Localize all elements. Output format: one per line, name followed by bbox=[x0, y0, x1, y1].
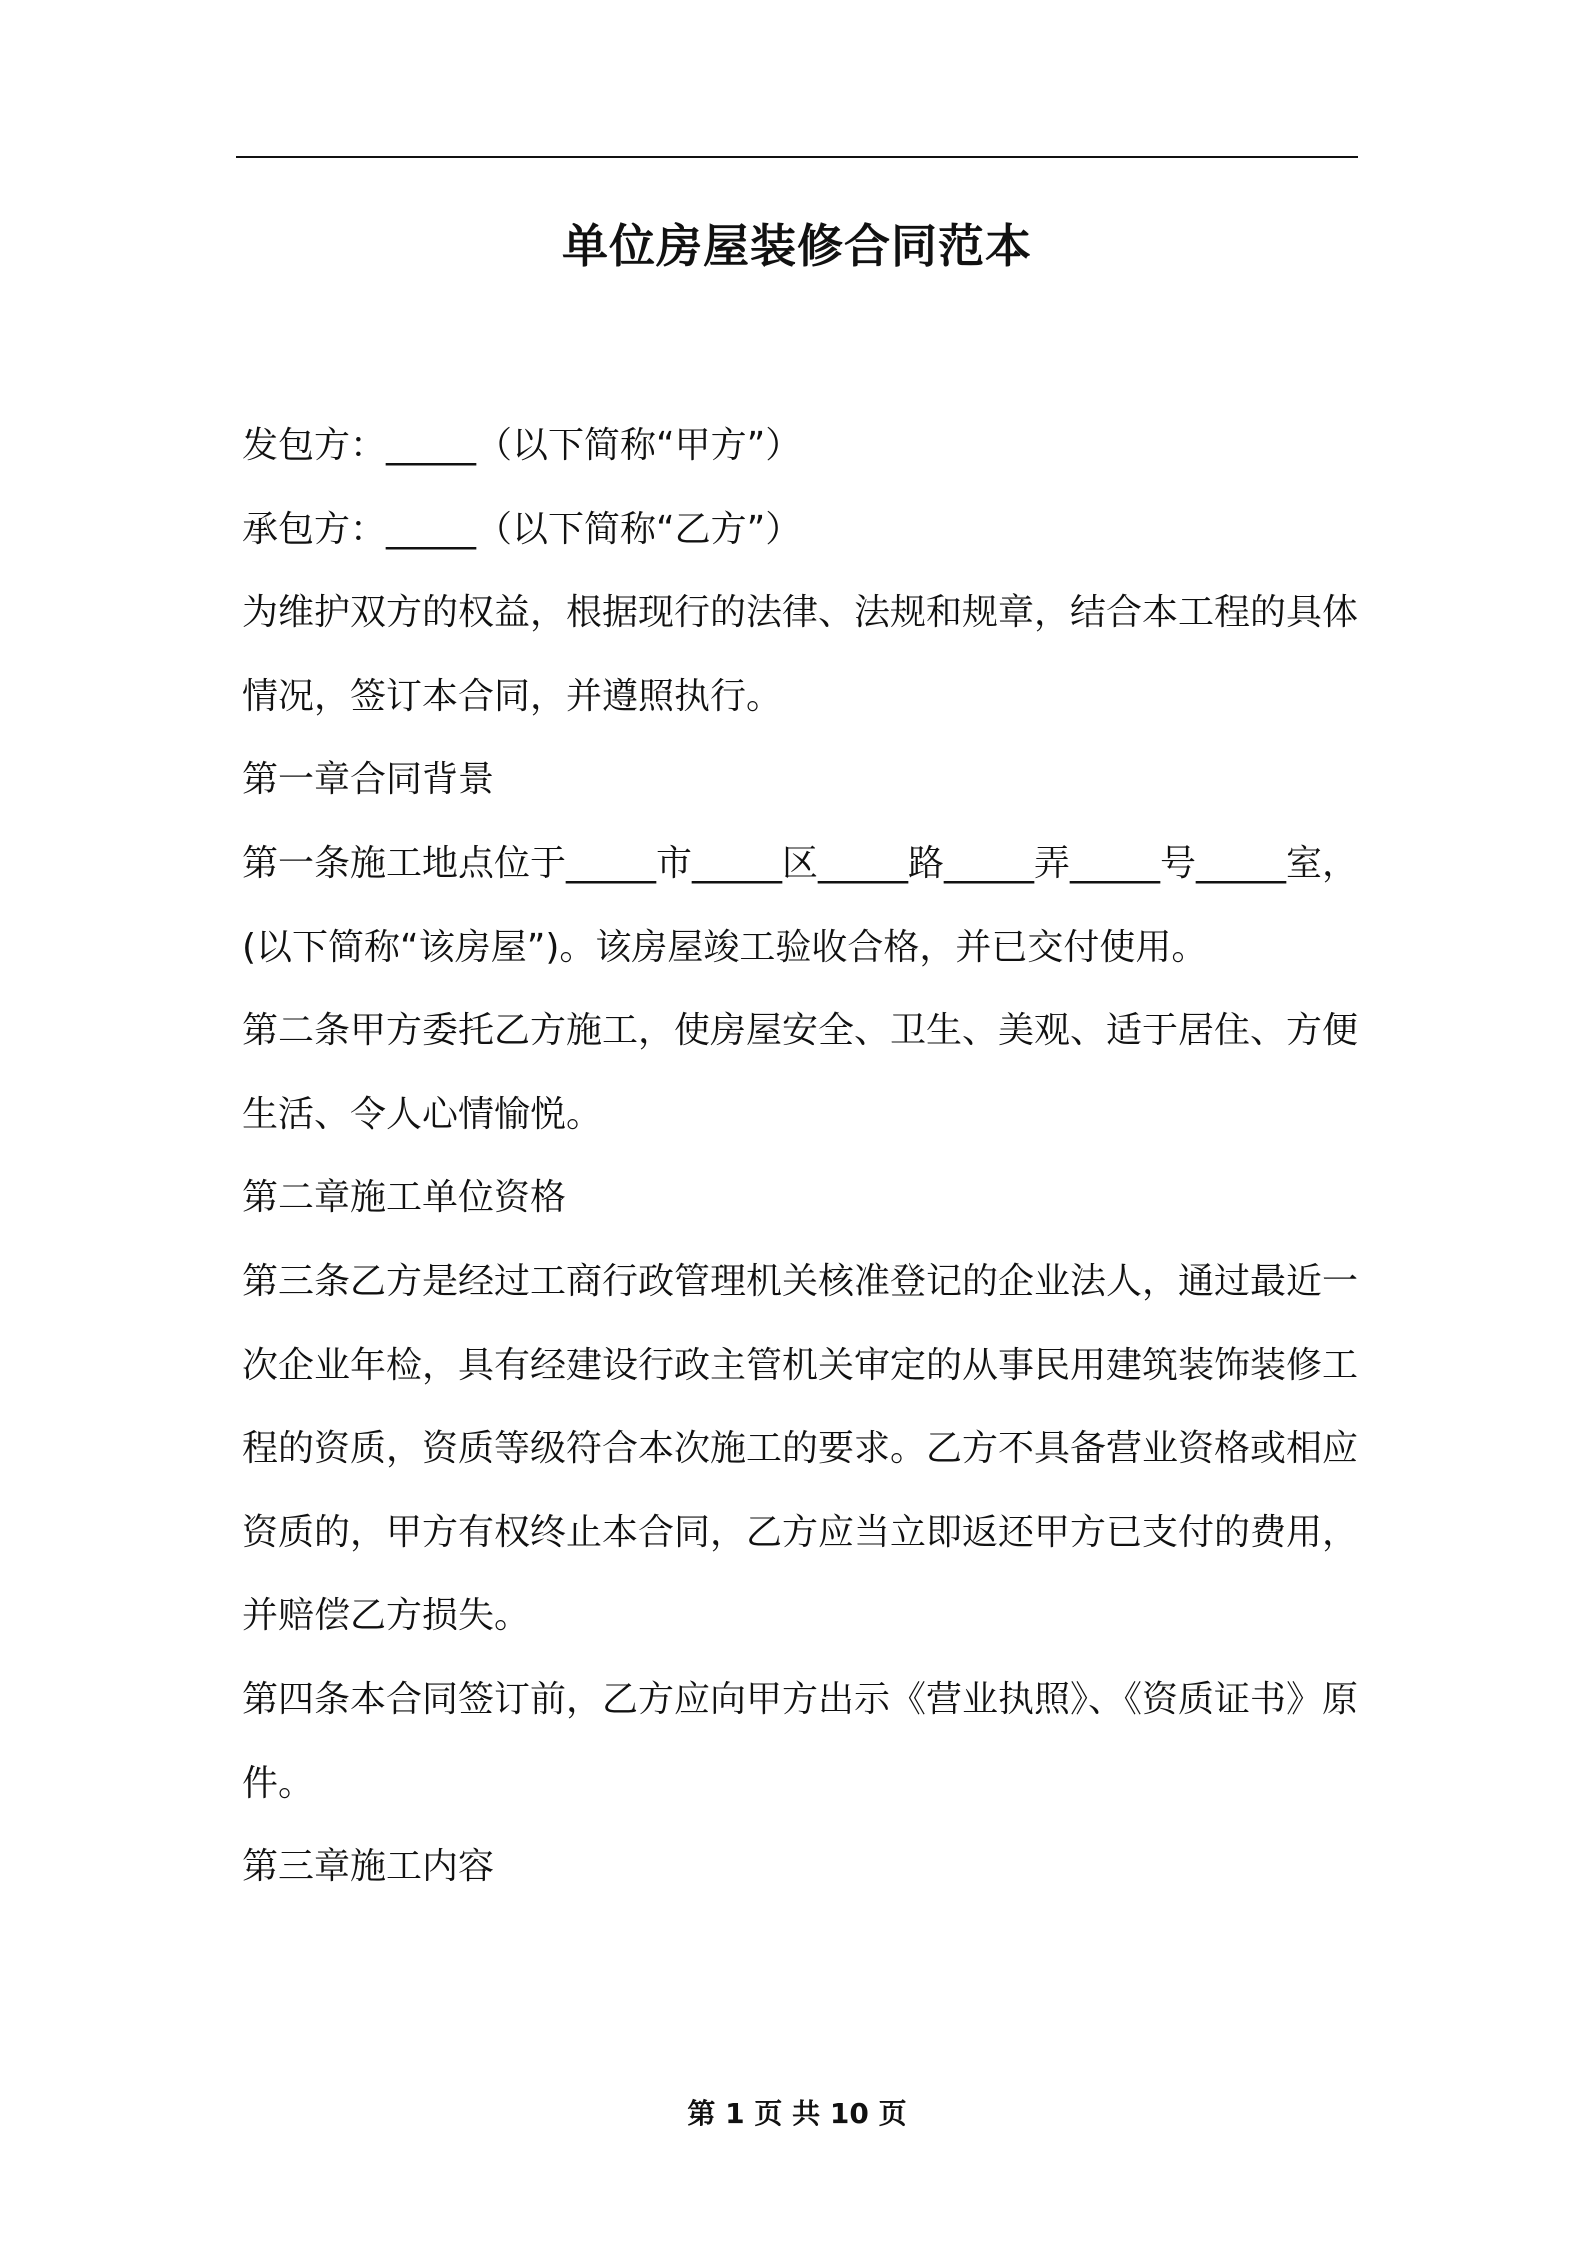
document-body bbox=[242, 404, 1358, 1909]
article-3-paragraph: 第三条乙方是经过工商行政管理机关核准登记的企业法人，通过最近一次企业年检，具有经建设行政主管机关审定的从事民用建筑装饰装修工程的资质，资质等级符合本次施工的要求。乙方不具备营业资格或相应资质的，甲方有权终止本合同，乙方应当立即返还甲方已支付的费用，并赔偿乙方损失。 bbox=[242, 1260, 1359, 1637]
chapter-2-heading: 第二章施工单位资格 bbox=[242, 1177, 567, 1219]
article-4-paragraph: 第四条本合同签订前，乙方应向甲方出示《营业执照》、《资质证书》原件。 bbox=[242, 1678, 1359, 1804]
header-rule bbox=[236, 156, 1358, 158]
preamble-paragraph: 为维护双方的权益，根据现行的法律、法规和规章，结合本工程的具体情况，签订本合同，并遵照执行。 bbox=[242, 592, 1359, 717]
chapter-3-heading: 第三章施工内容 bbox=[242, 1846, 495, 1888]
document-title: 单位房屋装修合同范本 bbox=[562, 219, 1032, 273]
article-1-paragraph: 第一条施工地点位于_____市_____区_____路_____弄_____号_____室，(以下简称“该房屋”)。该房屋竣工验收合格，并已交付使用。 bbox=[242, 842, 1359, 968]
party-b-line: 承包方：_____（以下简称“乙方”） bbox=[242, 508, 802, 550]
party-a-line: 发包方：_____（以下简称“甲方”） bbox=[242, 425, 802, 466]
article-2-paragraph: 第二条甲方委托乙方施工，使房屋安全、卫生、美观、适于居住、方便生活、令人心情愉悦。 bbox=[242, 1010, 1359, 1135]
page-footer: 第 1 页 共 10 页 bbox=[687, 2097, 907, 2130]
chapter-1-heading: 第一章合同背景 bbox=[242, 759, 495, 801]
